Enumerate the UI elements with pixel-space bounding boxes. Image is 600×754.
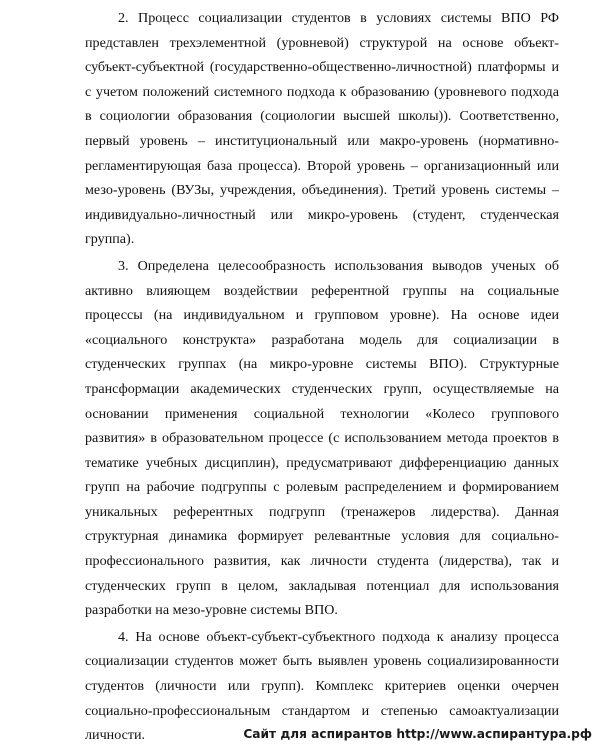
- site-watermark: Сайт для аспирантов http://www.аспирантура.рф: [243, 727, 592, 741]
- paragraph-3: 3. Определена целесообразность использования выводов ученых об активно влияющем воздействии референтной группы на социальные процессы (на индивидуальном и групповом уровне). На основе идеи «социального конструкта» разработана модель для социализации в студенческих группах (на микро-уровне системы ВПО). Структурные трансформации академических студенческих групп, осуществляемые на основании применения социальной технологии «Колесо группового развития» в образовательном процессе (с использованием метода проектов в тематике учебных дисциплин), предусматривают дифференциацию данных групп на рабочие подгруппы с ролевым распределением и формированием уникальных референтных подгрупп (тренажеров лидерства). Данная структурная динамика формирует релевантные условия для социально-профессионального развития, как личности студента (лидерства), так и студенческих групп в целом, закладывая потенциал для использования разработки на мезо-уровне системы ВПО.: [85, 257, 559, 619]
- paragraph-4: 4. На основе объект-субъект-субъектного подхода к анализу процесса социализации студентов может быть выявлен уровень социализированности студентов (личности или групп). Комплекс критериев оценки очерчен социально-профессиональным стандартом и степенью самоактуализации личности.: [85, 628, 559, 744]
- document-body: [85, 6, 559, 748]
- paragraph-2: 2. Процесс социализации студентов в условиях системы ВПО РФ представлен трехэлементной (уровневой) структурой на основе объект-субъект-субъектной (государственно-общественно-личностной) платформы и с учетом положений системного подхода к образованию (уровневого подхода в социологии образования (социологии высшей школы)). Соответственно, первый уровень – институциональный или макро-уровень (нормативно-регламентирующая база процесса). Второй уровень – организационный или мезо-уровень (ВУЗы, учреждения, объединения). Третий уровень системы – индивидуально-личностный или микро-уровень (студент, студенческая группа).: [85, 10, 559, 248]
